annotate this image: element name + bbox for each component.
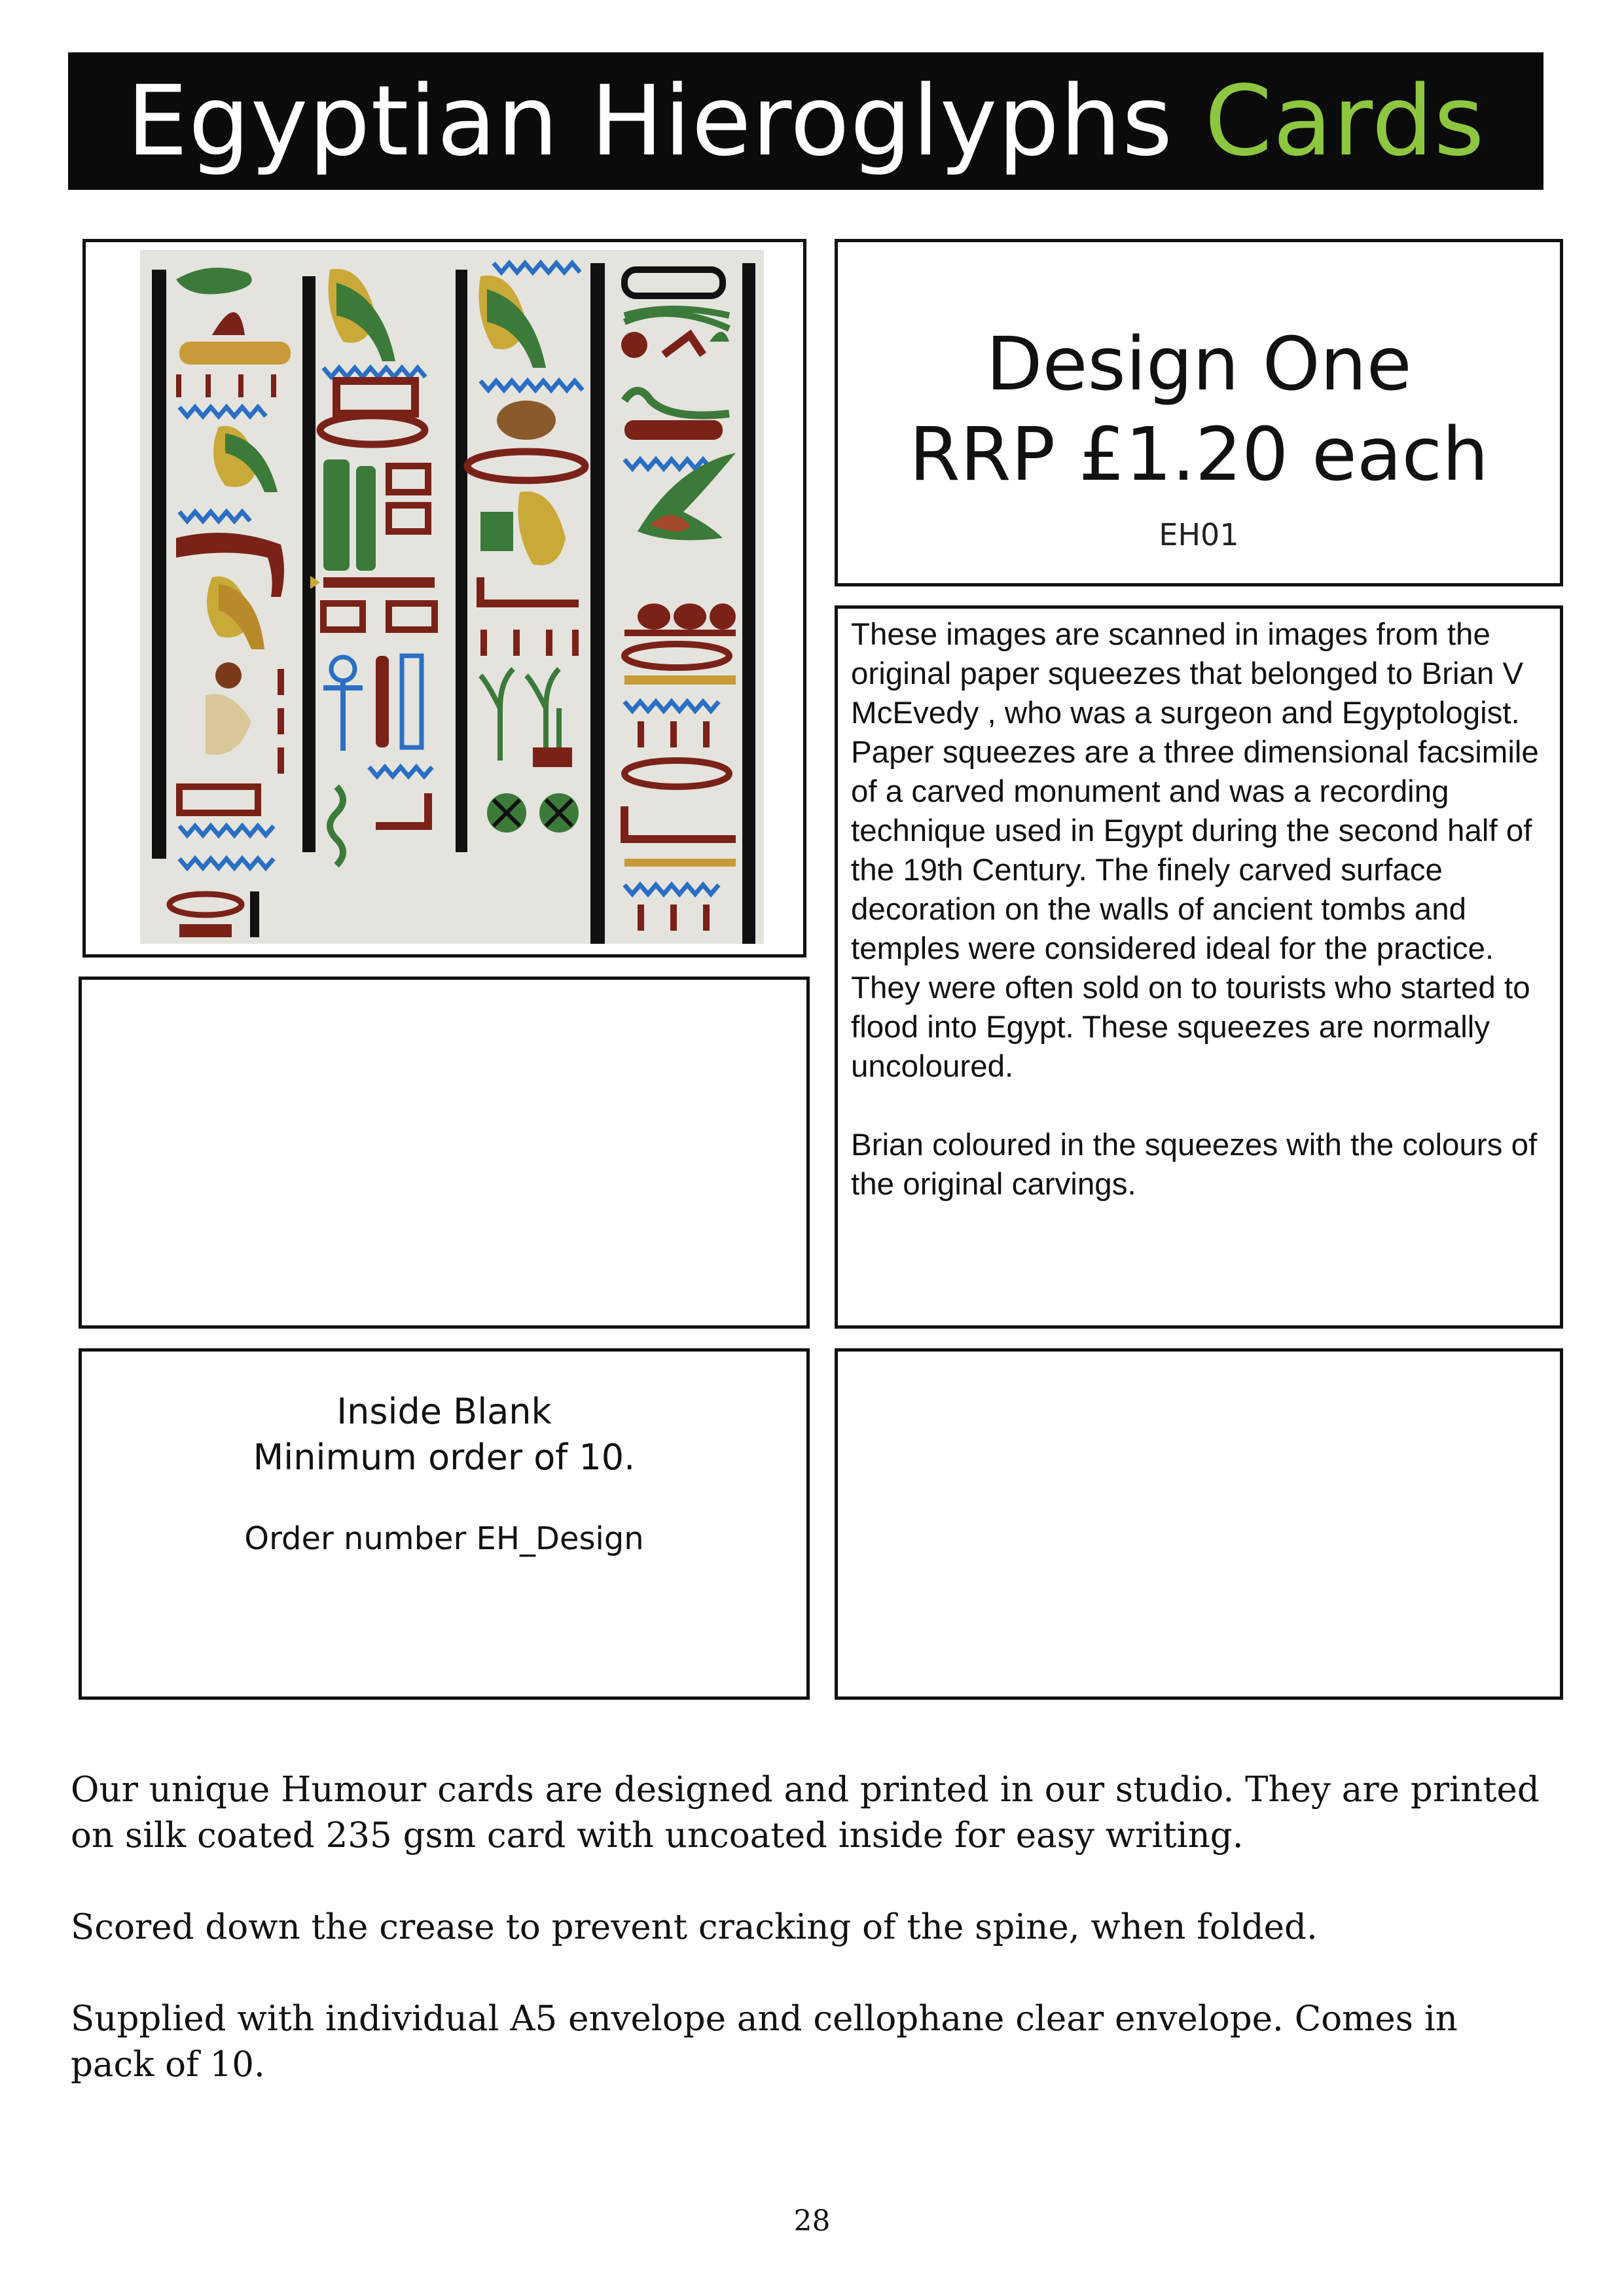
page-header <box>68 52 1543 190</box>
design-heading <box>838 319 1560 500</box>
page-title <box>126 65 1485 177</box>
order-number-label: Order number EH_Design <box>244 1520 644 1557</box>
title-main: Egyptian Hieroglyphs <box>126 65 1174 177</box>
hieroglyph-artwork <box>140 250 764 944</box>
details-paragraph: Our unique Humour cards are designed and printed in our studio. They are printed on silk coated 235 gsm card with uncoated inside for easy writing. <box>71 1770 1540 1856</box>
description-text <box>851 615 1545 1244</box>
description-paragraph: These images are scanned in images from the original paper squeezes that belonged to Brian V McEvedy , who was a surgeon and Egyptologist. Paper squeezes are a three dimensional facsimile of a carved monument and was a recording technique used in Egypt during the second half of the 19th Century. The finely carved surface decoration on the walls of ancient tombs and temples were considered ideal for the practice. They were often sold on to tourists who started to flood into Egypt. These squeezes are normally uncoloured. <box>851 617 1539 1084</box>
details-paragraph: Scored down the crease to prevent cracking of the spine, when folded. <box>71 1907 1318 1947</box>
product-details <box>71 1767 1550 2134</box>
description-paragraph: Brian coloured in the squeezes with the colours of the original carvings. <box>851 1128 1538 1202</box>
design-info-box <box>835 239 1563 586</box>
blank-box-left <box>79 977 810 1329</box>
blank-box-right <box>835 1348 1563 1700</box>
details-paragraph: Supplied with individual A5 envelope and cellophane clear envelope. Comes in pack of 10. <box>71 1999 1458 2085</box>
order-info-box <box>79 1348 810 1700</box>
page-number: 28 <box>793 2204 831 2238</box>
title-accent: Cards <box>1204 65 1485 177</box>
minimum-order-label: Minimum order of 10. <box>253 1437 636 1478</box>
description-box <box>835 605 1563 1329</box>
design-price: RRP £1.20 each <box>909 412 1489 497</box>
design-name: Design One <box>986 322 1412 407</box>
card-image-frame <box>82 239 806 958</box>
design-code: EH01 <box>1159 517 1239 552</box>
inside-blank-label: Inside Blank <box>336 1391 552 1432</box>
